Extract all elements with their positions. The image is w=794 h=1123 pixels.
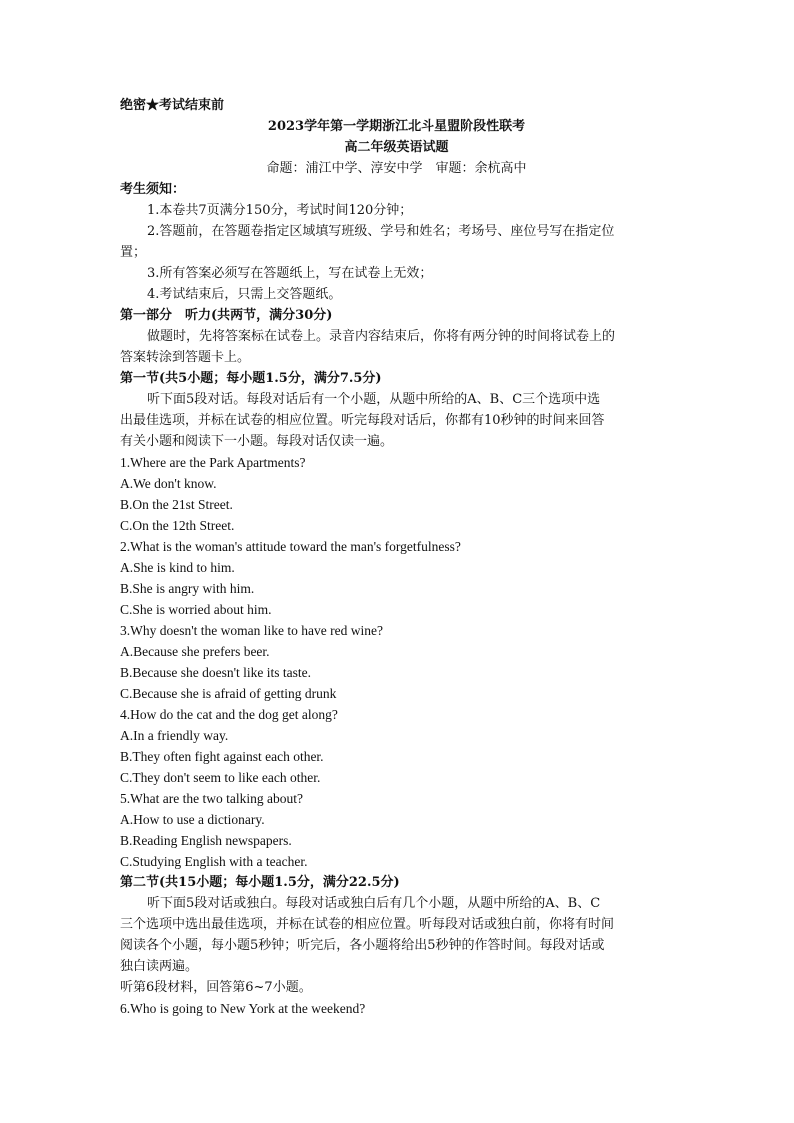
confidential-label: 绝密★考试结束前 (120, 98, 225, 113)
option-a: A.Because she prefers beer. (120, 644, 270, 659)
option-b: B.Reading English newspapers. (120, 833, 292, 848)
part1-instruction: 做题时，先将答案标在试卷上。录音内容结束后，你将有两分钟的时间将试卷上的 (147, 329, 616, 344)
part1-heading: 第一部分 听力(共两节，满分30分) (120, 308, 333, 323)
option-a: A.How to use a dictionary. (120, 812, 265, 827)
option-c: C.Studying English with a teacher. (120, 854, 308, 869)
material-note: 听第6段材料，回答第6~7小题。 (120, 980, 312, 995)
question-2: 2.What is the woman's attitude toward the man's forgetfulness? (120, 539, 461, 554)
section1-instruction: 听下面5段对话。每段对话后有一个小题，从题中所给的A、B、C三个选项中选 (147, 392, 601, 407)
option-a: A.In a friendly way. (120, 728, 229, 743)
section2-heading: 第二节(共15小题；每小题1.5分，满分22.5分) (120, 875, 400, 890)
section1-heading: 第一节(共5小题；每小题1.5分，满分7.5分) (120, 371, 382, 386)
notice-item-continued: 置； (120, 245, 147, 260)
option-c: C.She is worried about him. (120, 602, 272, 617)
notice-item: 1.本卷共7页满分150分，考试时间120分钟； (147, 203, 413, 218)
exam-title: 2023学年第一学期浙江北斗星盟阶段性联考 (267, 119, 526, 134)
question-6: 6.Who is going to New York at the weekend? (120, 1001, 366, 1016)
part1-instruction: 答案转涂到答题卡上。 (120, 350, 251, 365)
option-c: C.They don't seem to like each other. (120, 770, 321, 785)
option-a: A.She is kind to him. (120, 560, 235, 575)
section2-instruction: 独白读两遍。 (120, 959, 199, 974)
question-1: 1.Where are the Park Apartments? (120, 455, 306, 470)
question-5: 5.What are the two talking about? (120, 791, 303, 806)
section1-instruction: 有关小题和阅读下一小题。每段对话仅读一遍。 (120, 434, 394, 449)
option-a: A.We don't know. (120, 476, 217, 491)
option-b: B.Because she doesn't like its taste. (120, 665, 312, 680)
option-b: B.She is angry with him. (120, 581, 255, 596)
section2-instruction: 三个选项中选出最佳选项，并标在试卷的相应位置。听每段对话或独白前，你将有时间 (120, 917, 615, 932)
section1-instruction: 出最佳选项，并标在试卷的相应位置。听完每段对话后，你都有10秒钟的时间来回答 (120, 413, 605, 428)
question-4: 4.How do the cat and the dog get along? (120, 707, 338, 722)
option-b: B.On the 21st Street. (120, 497, 233, 512)
section2-instruction: 听下面5段对话或独白。每段对话或独白后有几个小题，从题中所给的A、B、C (147, 896, 601, 911)
option-b: B.They often fight against each other. (120, 749, 324, 764)
notice-item: 2.答题前，在答题卷指定区域填写班级、学号和姓名；考场号、座位号写在指定位 (147, 224, 615, 239)
notice-heading: 考生须知： (120, 182, 186, 197)
authors-line: 命题：浦江中学、淳安中学 审题：余杭高中 (266, 161, 527, 176)
notice-item: 3.所有答案必须写在答题纸上，写在试卷上无效； (147, 266, 433, 281)
option-c: C.On the 12th Street. (120, 518, 235, 533)
question-3: 3.Why doesn't the woman like to have red wine? (120, 623, 383, 638)
section2-instruction: 阅读各个小题，每小题5秒钟；听完后，各小题将给出5秒钟的作答时间。每段对话或 (120, 938, 605, 953)
option-c: C.Because she is afraid of getting drunk (120, 686, 337, 701)
notice-item: 4.考试结束后，只需上交答题纸。 (147, 287, 342, 302)
subject-title: 高二年级英语试题 (344, 140, 449, 155)
